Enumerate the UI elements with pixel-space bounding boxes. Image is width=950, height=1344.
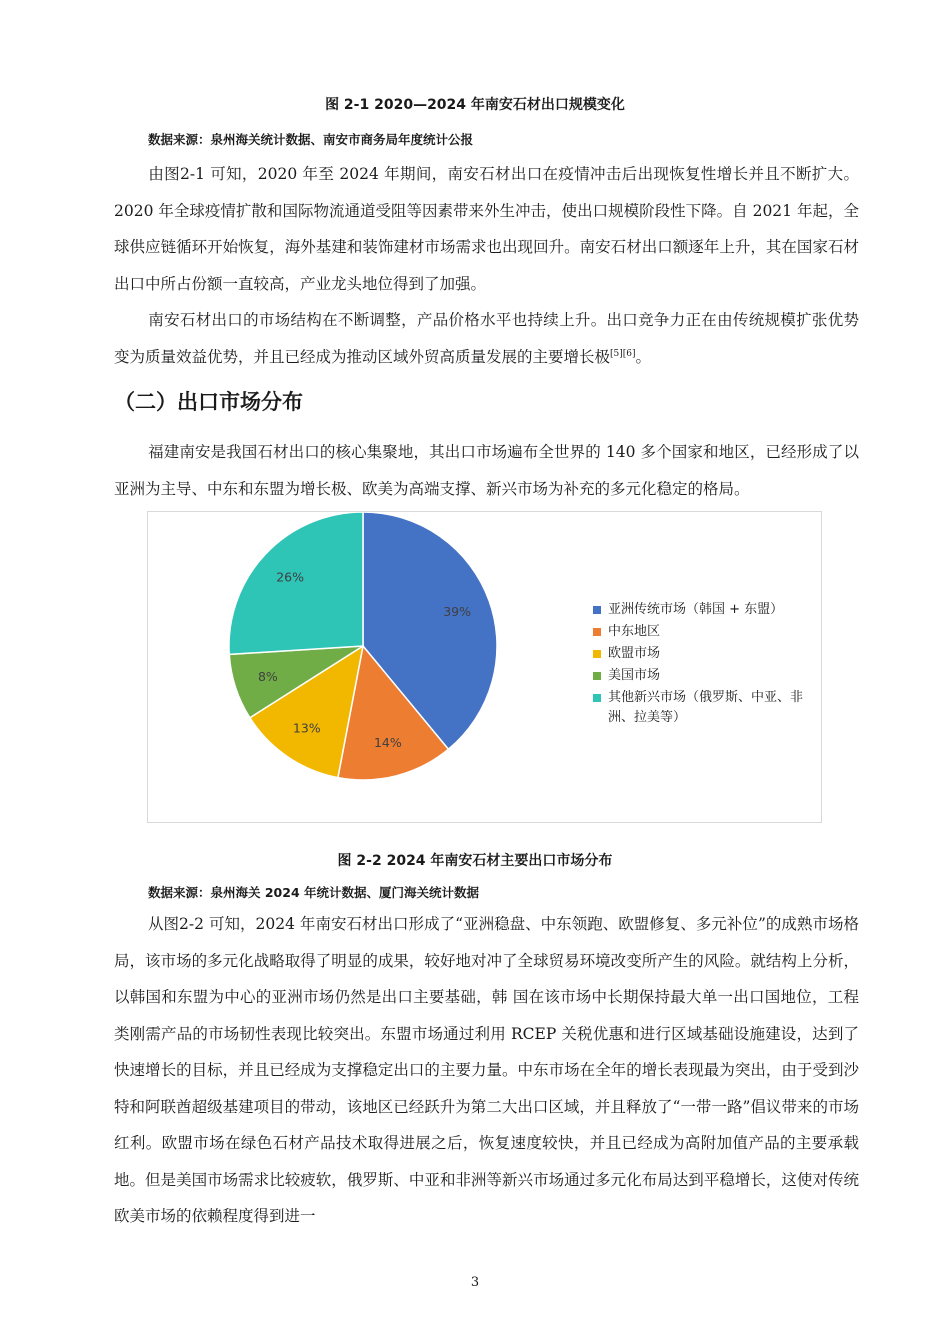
citation-ref[interactable]: [5][6] xyxy=(610,348,636,359)
page-number: 3 xyxy=(470,1275,480,1290)
paragraph-text: 从图2-2 可知，2024 年南安石材出口形成了“亚洲稳盘、中东领跑、欧盟修复、多元补位”的成熟市场格局，该市场的多元化战略取得了明显的成果，较好地对冲了全球贸易环境改变所产生的风险。就结构上分析，以韩国和东盟为中心的亚洲市场仍然是出口主要基础，韩 国在该市场中长期保持最大单一出口国地位，工程类刚需产品的市场韧性表现比较突出。东盟市场通过利用 RCEP 关税优惠和进行区域基础设施建设，达到了快速增长的目标，并且已经成为支撑稳定出口的主要力量。中东市场在全年的增长表现最为突出，由于受到沙特和阿联酋超级基建项目的带动，该地区已经跃升为第二大出口区域，并且释放了“一带一路”倡议带来的市场红利。欧盟市场在绿色石材产品技术取得进展之后，恢复速度较快，并且已经成为高附加值产品的主要承载地。但是美国市场需求比较疲软，俄罗斯、中亚和非洲等新兴市场通过多元化布局达到平稳增长，这使对传统欧美市场的依赖程度得到进一 xyxy=(114,915,859,1225)
paragraph-text: 南安石材出口的市场结构在不断调整，产品价格水平也持续上升。出口竞争力正在由传统规模扩张优势变为质量效益优势，并且已经成为推动区域外贸高质量发展的主要增长极 xyxy=(114,311,859,366)
pie-data-label: 14% xyxy=(373,734,402,750)
figure-2-source: 数据来源：泉州海关 2024 年统计数据、厦门海关统计数据 xyxy=(148,885,479,900)
paragraph-figure-1-analysis xyxy=(114,156,859,302)
legend-swatch xyxy=(593,606,601,614)
legend-item xyxy=(593,642,813,664)
legend-label: 美国市场 xyxy=(608,668,661,683)
legend-label: 其他新兴市场（俄罗斯、中亚、非洲、拉美等） xyxy=(608,690,804,725)
legend-swatch xyxy=(593,672,601,680)
section-heading: （二）出口市场分布 xyxy=(114,390,303,414)
legend-item xyxy=(593,686,813,728)
legend-swatch xyxy=(593,628,601,636)
paragraph-market-intro xyxy=(114,434,859,507)
paragraph-end-mark: 。 xyxy=(635,347,652,366)
legend-label: 亚洲传统市场（韩国 + 东盟） xyxy=(608,602,784,617)
legend-swatch xyxy=(593,694,601,702)
paragraph-text: 由图2-1 可知，2020 年至 2024 年期间，南安石材出口在疫情冲击后出现恢复性增长并且不断扩大。2020 年全球疫情扩散和国际物流通道受阻等因素带来外生冲击，使出口规模阶段性下降。自 2021 年起，全球供应链循环开始恢复，海外基建和装饰建材市场需求也出现回升。南安石材出口额逐年上升，其在国家石材出口中所占份额一直较高，产业龙头地位得到了加强。 xyxy=(114,165,859,293)
pie-data-label: 26% xyxy=(276,569,305,585)
pie-data-label: 13% xyxy=(292,720,321,736)
figure-1-source: 数据来源：泉州海关统计数据、南安市商务局年度统计公报 xyxy=(148,132,474,147)
pie-chart-frame xyxy=(147,511,822,823)
legend-item xyxy=(593,620,813,642)
paragraph-text: 福建南安是我国石材出口的核心集聚地，其出口市场遍布全世界的 140 多个国家和地区，已经形成了以亚洲为主导、中东和东盟为增长极、欧美为高端支撑、新兴市场为补充的多元化稳定的格局。 xyxy=(114,443,859,498)
pie-data-label: 39% xyxy=(443,604,471,620)
chart-legend xyxy=(593,598,813,728)
legend-item xyxy=(593,664,813,686)
pie-data-label: 8% xyxy=(257,668,278,684)
figure-2-caption: 图 2-2 2024 年南安石材主要出口市场分布 xyxy=(337,853,613,869)
figure-1-caption: 图 2-1 2020—2024 年南安石材出口规模变化 xyxy=(325,97,625,113)
legend-label: 中东地区 xyxy=(608,624,661,639)
legend-label: 欧盟市场 xyxy=(608,646,661,661)
paragraph-figure-2-analysis xyxy=(114,906,859,1235)
legend-swatch xyxy=(593,650,601,658)
paragraph-market-structure xyxy=(114,302,859,375)
legend-item xyxy=(593,598,813,620)
